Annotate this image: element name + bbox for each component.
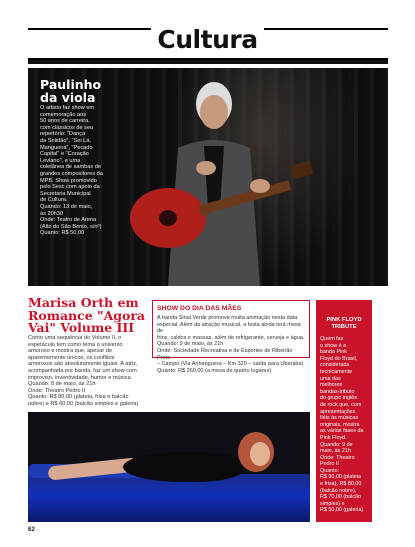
- woman-face: [250, 442, 270, 466]
- pink-floyd-title: PINK FLOYD TRIBUTE: [326, 317, 362, 330]
- section-title: [0, 25, 415, 54]
- mothers-day-body: A banda Sinal Verde promove muita animação nesta data especial. Além da atração musical, a festa ainda terá mesa de frios, caldos e massas, além de refrigerante, cerveja e água. Quando: 9 de maio, às 21h Onde: Sociedade Recreativa e de Esportes de Ribeirão Preto – Campo (Via Anhanguera – Km 320 – saída para Uberaba) Quanto: R$ 260,00 (a mesa de quatro lugares): [157, 315, 305, 374]
- mothers-day-box: [152, 300, 310, 374]
- paulinho-photo: [28, 68, 388, 286]
- marisa-photo: [28, 412, 310, 522]
- pink-floyd-body: Quem faz o show é a banda Pink Floyd do Brasil, considerada tecnicamente uma das melhores bandas-tributo do grupo inglês de rock que, com apresentações fiéis às músicas originais, mostra as várias fases da Pink Floyd. Quando: 9 de maio, às 21h Onde: Theatro Pedro II Quanto: R$ 90,00 (plateia e frisa), R$ 80,00 (balcão nobre), R$ 70,00 (balcão simples) e R$ 50,00 (galeria): [320, 336, 364, 514]
- pink-floyd-sidebar: [316, 300, 372, 522]
- mothers-day-title: SHOW DO DIA DAS MÃES: [157, 305, 242, 312]
- marisa-body: Como uma sequência do Volume II, o espetáculo tem como tema o universo amoroso e mostra que, apesar de aparentemente únicos, os conflitos amorosos são absolutamente iguais. A atriz, acompanhada por banda, faz um show com improviso, inventividade, humor e música. Quando: 8 de maio, às 21h Onde: Theatro Pedro II Quanto: R$ 80,00 (plateia, frisa e balcão nobre) e R$ 60,00 (balcão simples e galeria): [28, 335, 139, 407]
- woman-dress: [123, 452, 243, 482]
- marisa-title: Marisa Orth em Romance "Agora Vai" Volume III: [28, 295, 146, 335]
- header-bar: [28, 60, 388, 64]
- section-title-text: Cultura: [151, 25, 263, 54]
- paulinho-title: Paulinho da viola: [40, 77, 102, 105]
- page-number: 62: [28, 527, 35, 533]
- paulinho-body: O artista faz show em comemoração aos 50 anos de carreira, com clássicos de seu repertório: "Dança da Solidão", "Sei Lá, Mangueira", "Pecado Capital" e "Coração Leviano", e uma coletânea de sambas de grandes compositores da MPB. Show promovido pelo Sesc com apoio da Secretaria Municipal de Cultura. Quando: 13 de maio, às 20h30 Onde: Teatro de Arena (Alto do São Bento, s/nº) Quanto: R$ 50,00: [40, 105, 103, 237]
